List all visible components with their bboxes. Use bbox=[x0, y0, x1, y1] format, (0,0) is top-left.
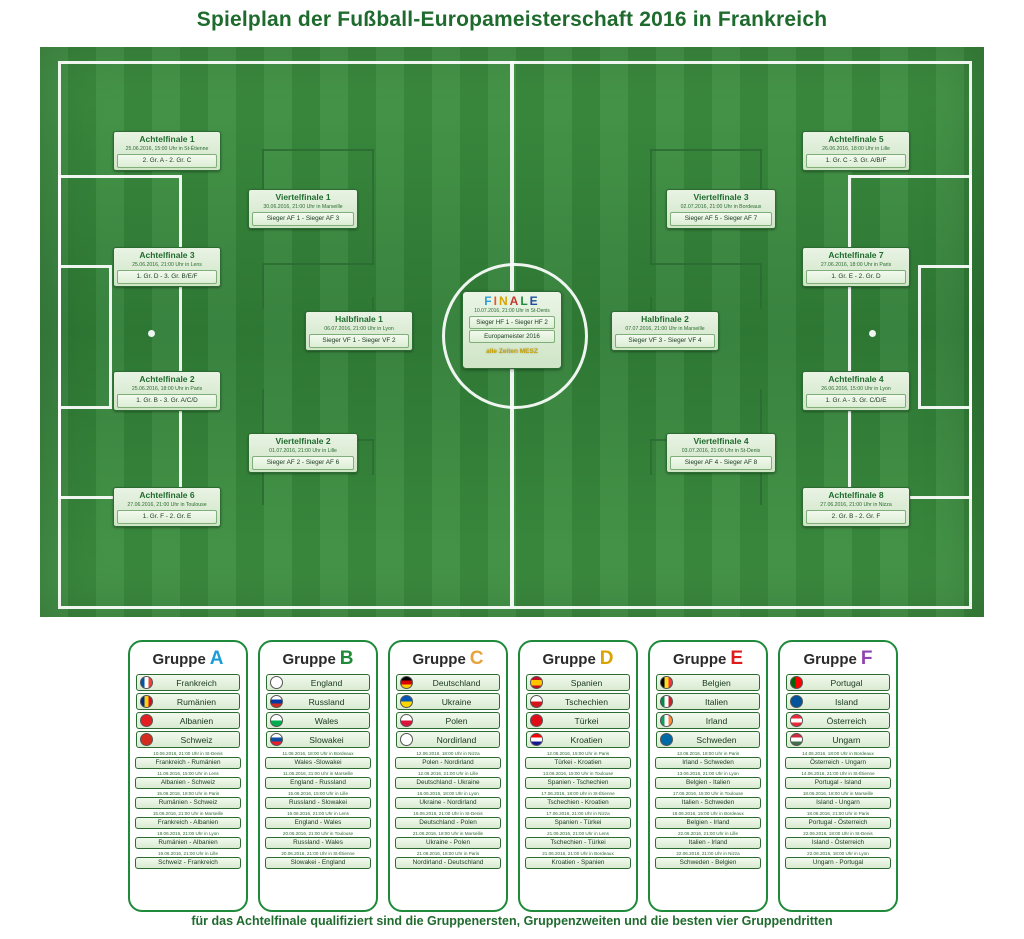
flag-icon bbox=[400, 695, 413, 708]
fixture-match: Ukraine - Nordirland bbox=[395, 797, 501, 809]
list-item[interactable] bbox=[786, 674, 890, 691]
fixture-date: 18.06.2016, 21:00 Uhr in Paris bbox=[806, 811, 870, 816]
group-label: Gruppe bbox=[672, 651, 727, 668]
group-heading bbox=[135, 648, 241, 670]
list-item[interactable] bbox=[396, 674, 500, 691]
match-pairing: Sieger AF 2 - Sieger AF 6 bbox=[252, 456, 354, 470]
group-label: Gruppe bbox=[282, 651, 336, 668]
list-item[interactable] bbox=[786, 731, 890, 748]
match-box-halbfinale-2[interactable] bbox=[611, 311, 719, 351]
fixture[interactable] bbox=[265, 851, 371, 869]
fixture-match: Spanien - Tschechien bbox=[525, 777, 631, 789]
bracket-line bbox=[650, 149, 762, 151]
match-pairing: 2. Gr. A - 2. Gr. C bbox=[117, 154, 217, 168]
page-title: Spielplan der Fußball-Europameisterschaft 2016 in Frankreich bbox=[196, 8, 828, 31]
bracket-line bbox=[262, 263, 374, 265]
fixture-match: Spanien - Türkei bbox=[525, 817, 631, 829]
fixture[interactable] bbox=[395, 751, 501, 769]
flag-icon bbox=[400, 676, 413, 689]
list-item[interactable] bbox=[526, 712, 630, 729]
match-date: 26.06.2016, 18:00 Uhr in Lille bbox=[822, 146, 890, 152]
fixture-date: 22.06.2016, 21:00 Uhr in Nizza bbox=[676, 851, 740, 856]
fixture-date: 18.06.2016, 18:00 Uhr in Marseille bbox=[802, 791, 874, 796]
match-title: Viertelfinale 1 bbox=[275, 192, 331, 202]
fixture[interactable] bbox=[655, 791, 761, 809]
list-item[interactable] bbox=[136, 674, 240, 691]
match-date: 01.07.2016, 21:00 Uhr in Lille bbox=[269, 448, 337, 454]
match-pairing: 1. Gr. A - 3. Gr. C/D/E bbox=[806, 394, 906, 408]
fixture[interactable] bbox=[395, 851, 501, 869]
match-date: 07.07.2016, 21:00 Uhr in Marseille bbox=[625, 326, 705, 332]
match-box-achtelfinale-1[interactable] bbox=[113, 131, 221, 171]
list-item[interactable] bbox=[656, 674, 760, 691]
list-item[interactable] bbox=[786, 712, 890, 729]
team-name: Schweiz bbox=[180, 734, 213, 745]
flag-icon bbox=[270, 695, 283, 708]
goal-area-right bbox=[918, 265, 972, 409]
list-item[interactable] bbox=[526, 693, 630, 710]
team-name: Ukraine bbox=[441, 696, 472, 707]
fixture[interactable] bbox=[135, 791, 241, 809]
team-name: Island bbox=[835, 696, 858, 707]
team-name: Belgien bbox=[702, 677, 731, 688]
flag-icon bbox=[790, 695, 803, 708]
fixture[interactable] bbox=[395, 791, 501, 809]
fixture-date: 17.06.2016, 18:00 Uhr in St-Étienne bbox=[541, 791, 615, 796]
match-pairing: Sieger VF 1 - Sieger VF 2 bbox=[309, 334, 409, 348]
fixture[interactable] bbox=[655, 831, 761, 849]
fixture-match: Frankreich - Albanien bbox=[135, 817, 241, 829]
bracket-line bbox=[372, 209, 374, 265]
fixture-match: Island - Österreich bbox=[785, 837, 891, 849]
group-card-d bbox=[518, 640, 638, 912]
fixture-match: Slowakei - England bbox=[265, 857, 371, 869]
fixture-date: 18.06.2016, 15:00 Uhr in Bordeaux bbox=[672, 811, 744, 816]
finale-title: FINALE bbox=[484, 294, 540, 308]
bracket-line bbox=[262, 265, 264, 309]
fixture-match: England - Wales bbox=[265, 817, 371, 829]
group-stage bbox=[128, 640, 908, 912]
fixture-date: 12.06.2016, 18:00 Uhr in Nizza bbox=[416, 751, 480, 756]
team-name: Frankreich bbox=[176, 677, 217, 688]
match-pairing: 1. Gr. E - 2. Gr. D bbox=[806, 270, 906, 284]
fixture-date: 13.06.2016, 18:00 Uhr in Paris bbox=[676, 751, 740, 756]
fixture-match: Deutschland - Ukraine bbox=[395, 777, 501, 789]
match-pairing: Sieger AF 5 - Sieger AF 7 bbox=[670, 212, 772, 226]
fixture-date: 19.06.2016, 21:00 Uhr in Lyon bbox=[157, 831, 219, 836]
flag-icon bbox=[140, 733, 153, 746]
fixture-date: 20.06.2016, 21:00 Uhr in St-Étienne bbox=[281, 851, 355, 856]
match-title: Viertelfinale 2 bbox=[275, 436, 331, 446]
flag-icon bbox=[400, 733, 413, 746]
bracket-line bbox=[650, 263, 762, 265]
fixture[interactable] bbox=[135, 811, 241, 829]
bracket-line bbox=[760, 265, 762, 309]
group-heading bbox=[265, 648, 371, 670]
fixture-match: Schweiz - Frankreich bbox=[135, 857, 241, 869]
fixture-date: 15.06.2016, 18:00 Uhr in Paris bbox=[156, 791, 220, 796]
fixture-date: 14.06.2016, 18:00 Uhr in Bordeaux bbox=[802, 751, 874, 756]
match-pairing: Sieger VF 3 - Sieger VF 4 bbox=[615, 334, 715, 348]
fixture[interactable] bbox=[135, 851, 241, 869]
fixture-match: England - Russland bbox=[265, 777, 371, 789]
fixture-match: Ungarn - Portugal bbox=[785, 857, 891, 869]
fixture[interactable] bbox=[135, 831, 241, 849]
fixture-match: Portugal - Island bbox=[785, 777, 891, 789]
match-pairing: Sieger AF 4 - Sieger AF 8 bbox=[670, 456, 772, 470]
list-item[interactable] bbox=[136, 693, 240, 710]
group-heading bbox=[525, 648, 631, 670]
group-letter: F bbox=[860, 648, 873, 669]
fixture[interactable] bbox=[395, 831, 501, 849]
list-item[interactable] bbox=[656, 712, 760, 729]
fixture-date: 21.06.2016, 18:00 Uhr in Paris bbox=[416, 851, 480, 856]
group-card-b bbox=[258, 640, 378, 912]
list-item[interactable] bbox=[786, 693, 890, 710]
flag-icon bbox=[140, 676, 153, 689]
match-date: 27.06.2016, 21:00 Uhr in Toulouse bbox=[127, 502, 207, 508]
group-fixtures bbox=[785, 751, 891, 869]
match-date: 02.07.2016, 21:00 Uhr in Bordeaux bbox=[680, 204, 762, 210]
flag-icon bbox=[660, 733, 673, 746]
match-date: 03.07.2016, 21:00 Uhr in St-Denis bbox=[681, 448, 761, 454]
match-box-achtelfinale-5[interactable] bbox=[802, 131, 910, 171]
flag-icon bbox=[270, 714, 283, 727]
fixture[interactable] bbox=[525, 791, 631, 809]
fixture-match: Italien - Irland bbox=[655, 837, 761, 849]
fixture-date: 11.06.2016, 15:00 Uhr in Lens bbox=[157, 771, 219, 776]
match-title: Achtelfinale 2 bbox=[139, 374, 195, 384]
match-date: 27.06.2016, 21:00 Uhr in Nizza bbox=[820, 502, 892, 508]
fixture[interactable] bbox=[655, 771, 761, 789]
fixture-match: Irland - Schweden bbox=[655, 757, 761, 769]
flag-icon bbox=[530, 714, 543, 727]
fixture-match: Russland - Wales bbox=[265, 837, 371, 849]
fixture[interactable] bbox=[785, 751, 891, 769]
fixture-date: 13.06.2016, 15:00 Uhr in Toulouse bbox=[542, 771, 614, 776]
flag-icon bbox=[530, 733, 543, 746]
finale-date: 10.07.2016, 21:00 Uhr in St-Denis bbox=[474, 308, 550, 314]
fixture[interactable] bbox=[525, 831, 631, 849]
list-item[interactable] bbox=[526, 674, 630, 691]
match-pairing: 1. Gr. F - 2. Gr. E bbox=[117, 510, 217, 524]
fixture-match: Kroatien - Spanien bbox=[525, 857, 631, 869]
finale-trophy: Europameister 2016 bbox=[469, 330, 555, 343]
fixture-match: Schweden - Belgien bbox=[655, 857, 761, 869]
group-teams bbox=[265, 674, 371, 748]
bracket-line bbox=[650, 209, 652, 265]
list-item[interactable] bbox=[136, 712, 240, 729]
fixture[interactable] bbox=[525, 771, 631, 789]
fixture-match: Tschechien - Türkei bbox=[525, 837, 631, 849]
fixture-match: Island - Ungarn bbox=[785, 797, 891, 809]
group-heading bbox=[655, 648, 761, 670]
fixture-date: 17.06.2016, 21:00 Uhr in Nizza bbox=[546, 811, 610, 816]
match-pairing: 1. Gr. C - 3. Gr. A/B/F bbox=[806, 154, 906, 168]
team-name: Wales bbox=[314, 715, 339, 726]
group-heading bbox=[785, 648, 891, 670]
group-card-e bbox=[648, 640, 768, 912]
group-label: Gruppe bbox=[412, 651, 466, 668]
group-fixtures bbox=[395, 751, 501, 869]
fixture-match: Türkei - Kroatien bbox=[525, 757, 631, 769]
fixture-match: Frankreich - Rumänien bbox=[135, 757, 241, 769]
match-pairing: 2. Gr. B - 2. Gr. F bbox=[806, 510, 906, 524]
fixture-match: Russland - Slowakei bbox=[265, 797, 371, 809]
match-box-achtelfinale-4[interactable] bbox=[802, 371, 910, 411]
fixture[interactable] bbox=[265, 831, 371, 849]
match-box-achtelfinale-6[interactable] bbox=[113, 487, 221, 527]
match-title: Achtelfinale 1 bbox=[139, 134, 195, 144]
group-label: Gruppe bbox=[803, 651, 857, 668]
match-date: 25.06.2016, 15:00 Uhr in St-Étienne bbox=[125, 146, 209, 152]
match-box-achtelfinale-3[interactable] bbox=[113, 247, 221, 287]
fixture[interactable] bbox=[265, 811, 371, 829]
team-name: Ungarn bbox=[832, 734, 861, 745]
match-title: Halbfinale 1 bbox=[335, 314, 383, 324]
goal-area-left bbox=[58, 265, 112, 409]
match-title: Achtelfinale 7 bbox=[828, 250, 884, 260]
fixture[interactable] bbox=[265, 791, 371, 809]
group-fixtures bbox=[655, 751, 761, 869]
fixture-date: 21.06.2016, 21:00 Uhr in Lens bbox=[547, 831, 609, 836]
match-title: Achtelfinale 5 bbox=[828, 134, 884, 144]
fixture-date: 12.06.2016, 21:00 Uhr in Lille bbox=[417, 771, 479, 776]
fixture-date: 12.06.2016, 15:00 Uhr in Paris bbox=[546, 751, 610, 756]
fixture-match: Italien - Schweden bbox=[655, 797, 761, 809]
bracket-line bbox=[650, 439, 652, 475]
fixture-date: 16.06.2016, 21:00 Uhr in St-Denis bbox=[413, 811, 483, 816]
team-name: Deutschland bbox=[432, 677, 481, 688]
bracket-line bbox=[372, 149, 374, 211]
group-letter: E bbox=[730, 648, 744, 669]
bracket-line bbox=[372, 439, 374, 475]
bracket-line bbox=[650, 149, 652, 211]
football-pitch bbox=[40, 47, 984, 617]
fixture[interactable] bbox=[655, 851, 761, 869]
group-fixtures bbox=[525, 751, 631, 869]
fixture-match: Portugal - Österreich bbox=[785, 817, 891, 829]
match-title: Viertelfinale 3 bbox=[693, 192, 749, 202]
list-item[interactable] bbox=[396, 731, 500, 748]
fixture-date: 17.06.2016, 15:00 Uhr in Toulouse bbox=[672, 791, 744, 796]
match-title: Achtelfinale 4 bbox=[828, 374, 884, 384]
fixture-date: 16.06.2016, 21:00 Uhr in Lens bbox=[287, 811, 349, 816]
fixture-date: 14.06.2016, 21:00 Uhr in St-Étienne bbox=[801, 771, 875, 776]
match-date: 06.07.2016, 21:00 Uhr in Lyon bbox=[324, 326, 394, 332]
list-item[interactable] bbox=[266, 693, 370, 710]
fixture-date: 22.06.2016, 21:00 Uhr in Lille bbox=[677, 831, 739, 836]
match-box-achtelfinale-8[interactable] bbox=[802, 487, 910, 527]
fixture-match: Nordirland - Deutschland bbox=[395, 857, 501, 869]
fixture-date: 15.06.2016, 21:00 Uhr in Marseille bbox=[152, 811, 224, 816]
group-card-a bbox=[128, 640, 248, 912]
group-heading bbox=[395, 648, 501, 670]
fixture[interactable] bbox=[395, 811, 501, 829]
team-name: Portugal bbox=[830, 677, 863, 688]
group-fixtures bbox=[265, 751, 371, 869]
finale-pairing: Sieger HF 1 - Sieger HF 2 bbox=[469, 316, 555, 329]
flag-icon bbox=[270, 733, 283, 746]
team-name: Spanien bbox=[570, 677, 603, 688]
match-title: Achtelfinale 3 bbox=[139, 250, 195, 260]
match-title: Halbfinale 2 bbox=[641, 314, 689, 324]
team-name: Albanien bbox=[179, 715, 214, 726]
flag-icon bbox=[790, 714, 803, 727]
match-box-halbfinale-1[interactable] bbox=[305, 311, 413, 351]
flag-icon bbox=[270, 676, 283, 689]
group-teams bbox=[135, 674, 241, 748]
fixture[interactable] bbox=[135, 751, 241, 769]
team-name: Kroatien bbox=[570, 734, 603, 745]
match-box-viertelfinale-4[interactable] bbox=[666, 433, 776, 473]
fixture[interactable] bbox=[525, 851, 631, 869]
fixture-date: 15.06.2016, 15:00 Uhr in Lille bbox=[287, 791, 349, 796]
flag-icon bbox=[140, 714, 153, 727]
list-item[interactable] bbox=[656, 731, 760, 748]
fixture-date: 11.06.2016, 18:00 Uhr in Bordeaux bbox=[282, 751, 354, 756]
team-name: Türkei bbox=[574, 715, 599, 726]
fixture[interactable] bbox=[655, 751, 761, 769]
list-item[interactable] bbox=[266, 731, 370, 748]
match-box-viertelfinale-1[interactable] bbox=[248, 189, 358, 229]
fixture-date: 10.06.2016, 21:00 Uhr in St-Denis bbox=[153, 751, 223, 756]
flag-icon bbox=[660, 676, 673, 689]
group-teams bbox=[655, 674, 761, 748]
team-name: Russland bbox=[308, 696, 345, 707]
team-name: Slowakei bbox=[309, 734, 344, 745]
match-date: 25.06.2016, 21:00 Uhr in Lens bbox=[132, 262, 202, 268]
fixture-match: Belgien - Italien bbox=[655, 777, 761, 789]
list-item[interactable] bbox=[396, 693, 500, 710]
group-letter: A bbox=[209, 648, 224, 669]
group-fixtures bbox=[135, 751, 241, 869]
qualification-note: für das Achtelfinale qualifiziert sind die Gruppenersten, Gruppenzweiten und die besten vier Gruppendritten bbox=[191, 914, 833, 928]
fixture-date: 19.06.2016, 21:00 Uhr in Lille bbox=[157, 851, 219, 856]
group-label: Gruppe bbox=[152, 651, 206, 668]
fixture-date: 11.06.2016, 21:00 Uhr in Marseille bbox=[283, 771, 353, 776]
match-date: 26.06.2016, 15:00 Uhr in Lyon bbox=[821, 386, 891, 392]
team-name: Österreich bbox=[826, 715, 867, 726]
fixture-date: 22.06.2016, 18:00 Uhr in Lyon bbox=[807, 851, 869, 856]
list-item[interactable] bbox=[266, 674, 370, 691]
fixture-match: Ukraine - Polen bbox=[395, 837, 501, 849]
penalty-spot-left bbox=[148, 330, 155, 337]
group-letter: C bbox=[469, 648, 484, 669]
list-item[interactable] bbox=[656, 693, 760, 710]
fixture[interactable] bbox=[785, 851, 891, 869]
match-date: 30.06.2016, 21:00 Uhr in Marseille bbox=[263, 204, 343, 210]
match-box-achtelfinale-7[interactable] bbox=[802, 247, 910, 287]
match-date: 27.06.2016, 18:00 Uhr in Paris bbox=[820, 262, 892, 268]
team-name: Polen bbox=[445, 715, 468, 726]
group-teams bbox=[395, 674, 501, 748]
group-card-f bbox=[778, 640, 898, 912]
fixture-match: Österreich - Ungarn bbox=[785, 757, 891, 769]
flag-icon bbox=[530, 695, 543, 708]
fixture[interactable] bbox=[655, 811, 761, 829]
team-name: Irland bbox=[705, 715, 728, 726]
penalty-spot-right bbox=[869, 330, 876, 337]
flag-icon bbox=[790, 733, 803, 746]
match-title: Viertelfinale 4 bbox=[693, 436, 749, 446]
list-item[interactable] bbox=[136, 731, 240, 748]
fixture[interactable] bbox=[265, 771, 371, 789]
fixture-date: 22.06.2016, 18:00 Uhr in St-Denis bbox=[803, 831, 873, 836]
bracket-line bbox=[262, 149, 374, 151]
team-name: Rumänien bbox=[176, 696, 217, 707]
fixture[interactable] bbox=[785, 811, 891, 829]
flag-icon bbox=[400, 714, 413, 727]
group-label: Gruppe bbox=[542, 651, 596, 668]
team-name: Italien bbox=[705, 696, 728, 707]
fixture-match: Wales -Slowakei bbox=[265, 757, 371, 769]
match-box-viertelfinale-3[interactable] bbox=[666, 189, 776, 229]
fixture-match: Deutschland - Polen bbox=[395, 817, 501, 829]
flag-icon bbox=[530, 676, 543, 689]
match-date: 25.06.2016, 18:00 Uhr in Paris bbox=[131, 386, 203, 392]
fixture-date: 21.06.2016, 18:00 Uhr in Marseille bbox=[412, 831, 484, 836]
list-item[interactable] bbox=[396, 712, 500, 729]
fixture-match: Polen - Nordirland bbox=[395, 757, 501, 769]
flag-icon bbox=[660, 714, 673, 727]
fixture-date: 16.06.2016, 18:00 Uhr in Lyon bbox=[417, 791, 479, 796]
match-title: Achtelfinale 6 bbox=[139, 490, 195, 500]
flag-icon bbox=[790, 676, 803, 689]
fixture[interactable] bbox=[395, 771, 501, 789]
fixture[interactable] bbox=[525, 751, 631, 769]
fixture-match: Belgien - Irland bbox=[655, 817, 761, 829]
list-item[interactable] bbox=[266, 712, 370, 729]
fixture[interactable] bbox=[785, 771, 891, 789]
fixture[interactable] bbox=[785, 831, 891, 849]
fixture[interactable] bbox=[525, 811, 631, 829]
fixture-match: Rumänien - Albanien bbox=[135, 837, 241, 849]
fixture-date: 21.06.2016, 21:00 Uhr in Bordeaux bbox=[542, 851, 614, 856]
match-pairing: 1. Gr. B - 3. Gr. A/C/D bbox=[117, 394, 217, 408]
fixture[interactable] bbox=[135, 771, 241, 789]
group-teams bbox=[785, 674, 891, 748]
match-box-finale[interactable] bbox=[462, 291, 562, 369]
fixture-date: 13.06.2016, 21:00 Uhr in Lyon bbox=[677, 771, 739, 776]
fixture-match: Tschechien - Kroatien bbox=[525, 797, 631, 809]
group-card-c bbox=[388, 640, 508, 912]
flag-icon bbox=[140, 695, 153, 708]
match-pairing: 1. Gr. D - 3. Gr. B/E/F bbox=[117, 270, 217, 284]
fixture-match: Rumänien - Schweiz bbox=[135, 797, 241, 809]
timezone-note: alle Zeiten MESZ bbox=[486, 348, 538, 355]
fixture[interactable] bbox=[265, 751, 371, 769]
match-pairing: Sieger AF 1 - Sieger AF 3 bbox=[252, 212, 354, 226]
match-box-viertelfinale-2[interactable] bbox=[248, 433, 358, 473]
fixture[interactable] bbox=[785, 791, 891, 809]
fixture-date: 20.06.2016, 21:00 Uhr in Toulouse bbox=[282, 831, 354, 836]
fixture-match: Albanien - Schweiz bbox=[135, 777, 241, 789]
team-name: Nordirland bbox=[436, 734, 477, 745]
group-teams bbox=[525, 674, 631, 748]
list-item[interactable] bbox=[526, 731, 630, 748]
team-name: Tschechien bbox=[565, 696, 608, 707]
flag-icon bbox=[660, 695, 673, 708]
group-letter: B bbox=[339, 648, 354, 669]
team-name: England bbox=[310, 677, 343, 688]
team-name: Schweden bbox=[696, 734, 737, 745]
group-letter: D bbox=[599, 648, 614, 669]
match-box-achtelfinale-2[interactable] bbox=[113, 371, 221, 411]
match-title: Achtelfinale 8 bbox=[828, 490, 884, 500]
